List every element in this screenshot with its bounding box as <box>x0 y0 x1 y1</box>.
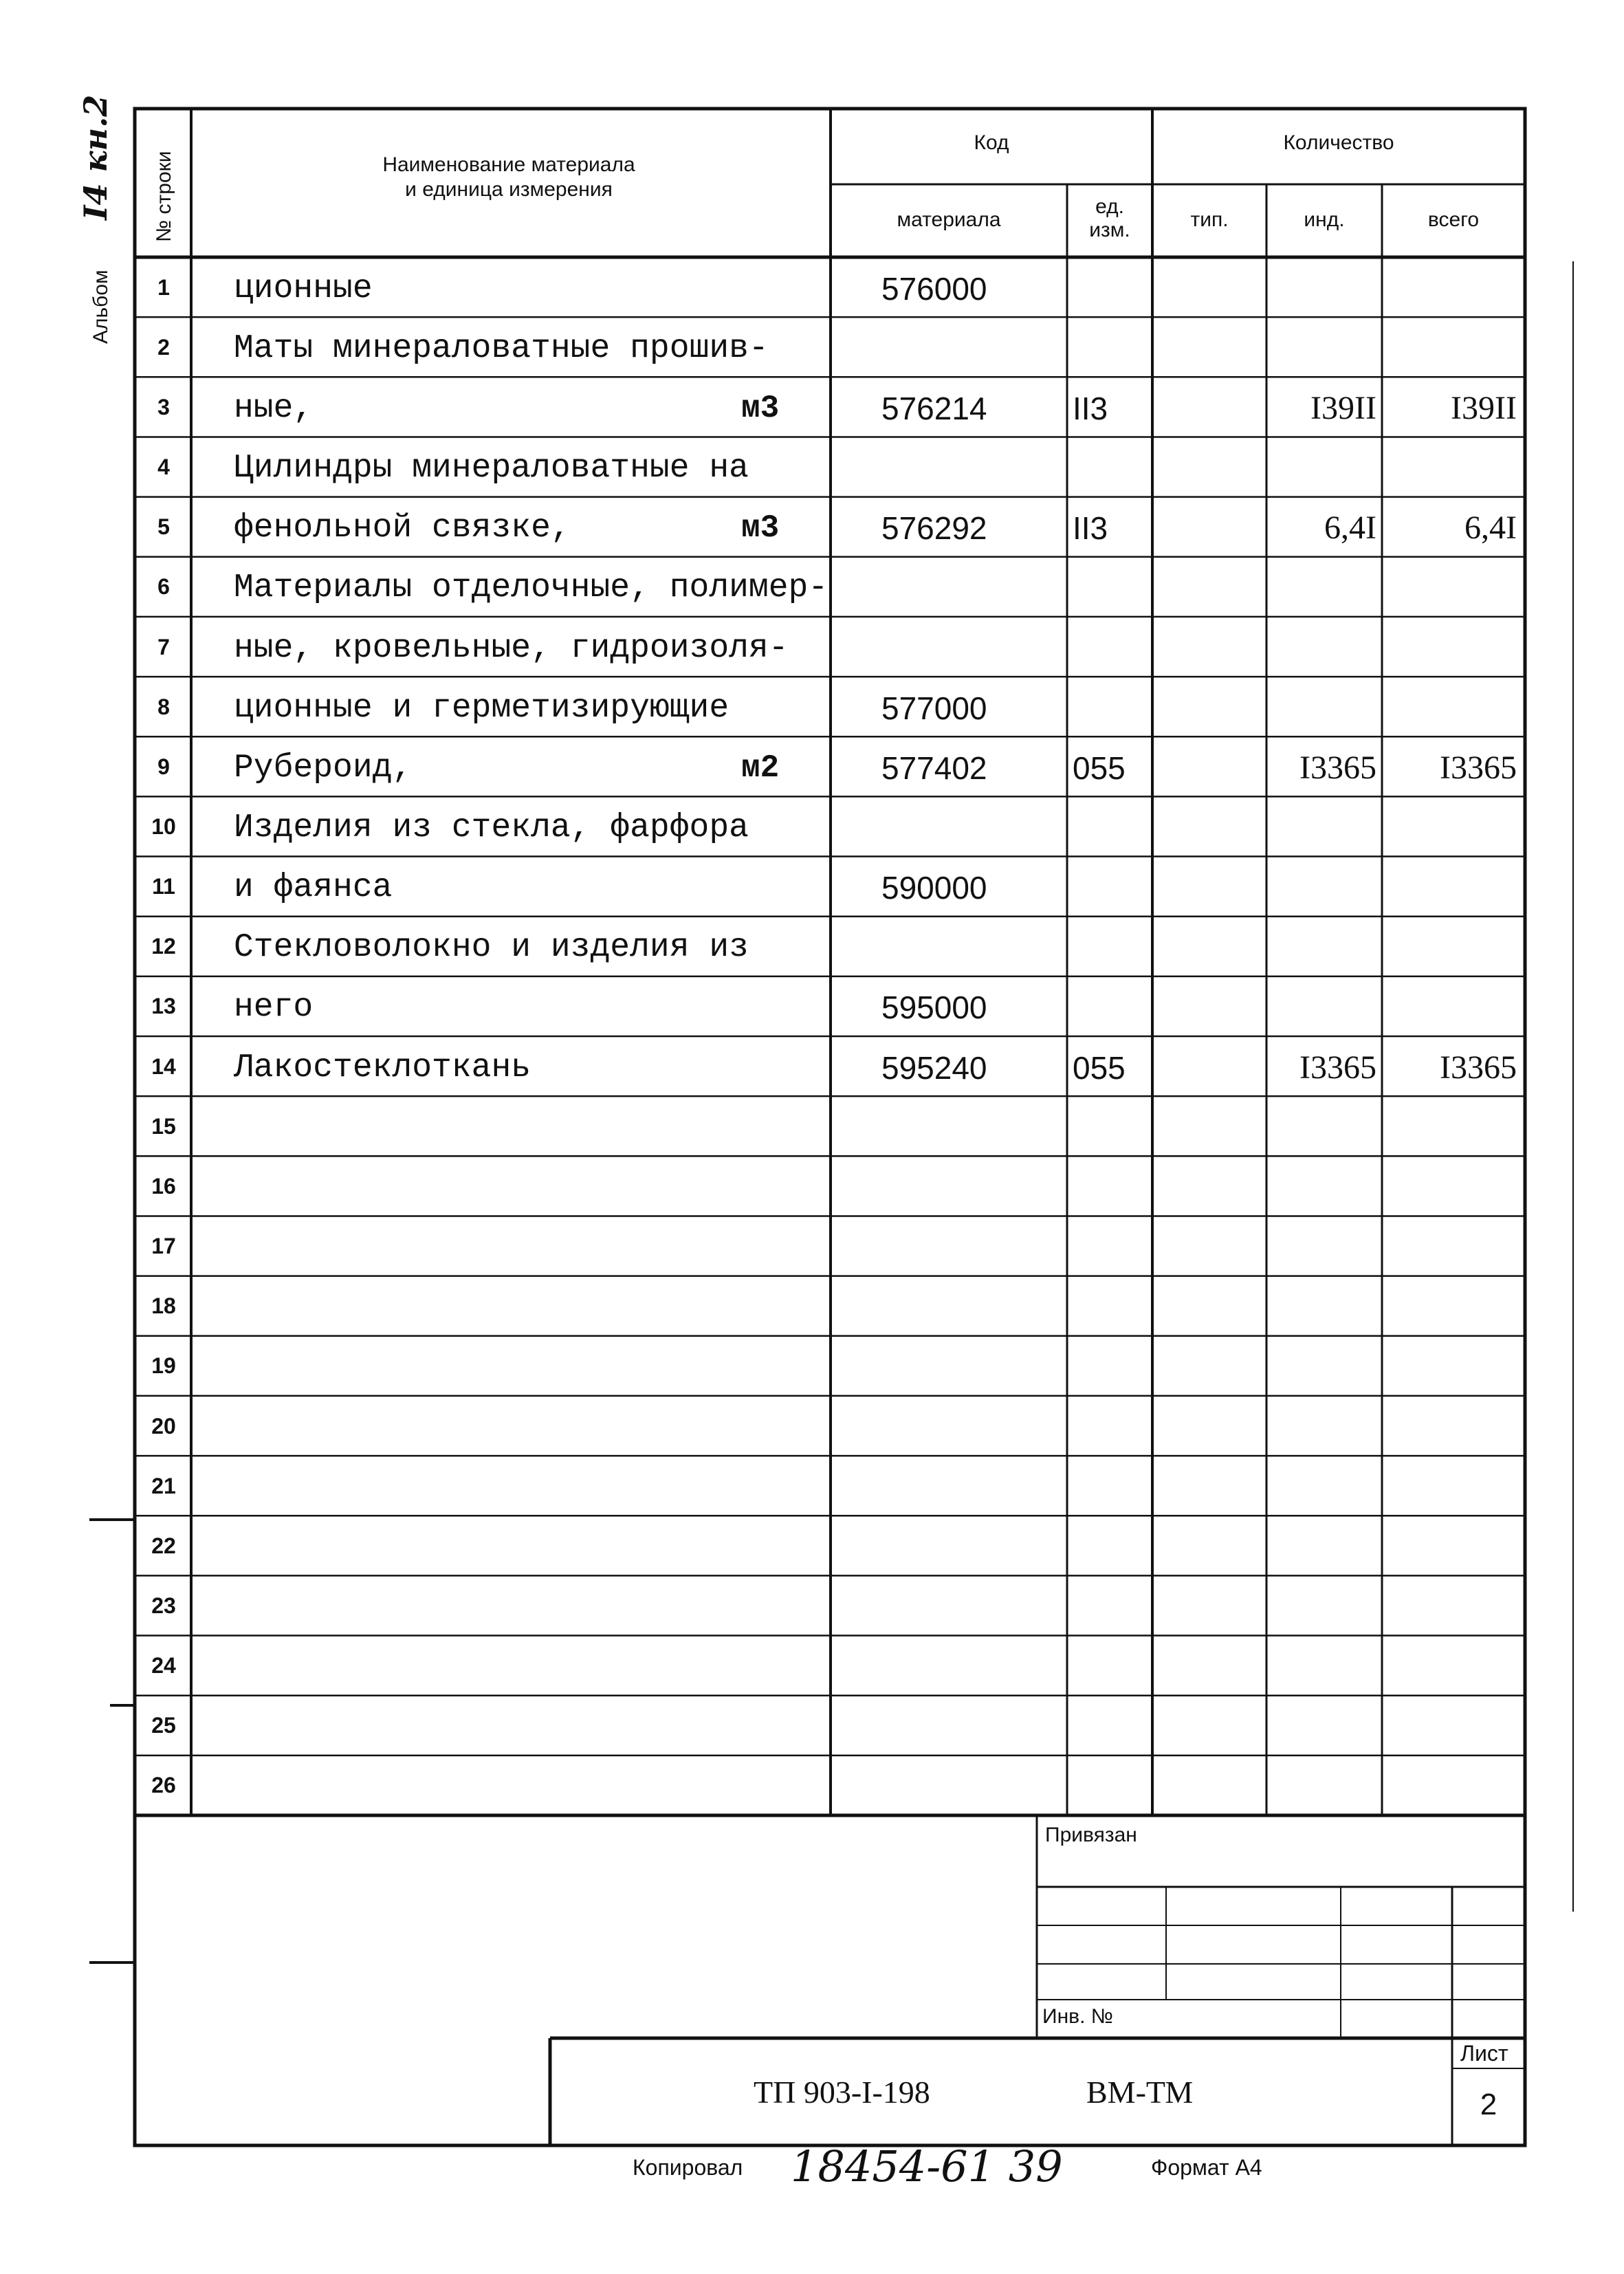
material-code: 576292 <box>881 510 987 547</box>
header-material: материала <box>897 208 1001 231</box>
material-name: Изделия из стекла, фарфора <box>234 809 749 846</box>
copied-label: Копировал <box>633 2155 743 2180</box>
unit-code: II3 <box>1073 390 1108 426</box>
row-number: 24 <box>151 1653 176 1679</box>
row-number: 15 <box>151 1113 176 1139</box>
row-number: 12 <box>151 934 176 959</box>
material-name: фенольной связке, <box>234 510 571 547</box>
document-mark: ВМ-ТМ <box>1086 2075 1194 2110</box>
row-number: 17 <box>151 1234 176 1259</box>
inventory-number-label: Инв. № <box>1042 2005 1113 2028</box>
unit-of-measure: м2 <box>741 750 780 786</box>
quantity-ind: I39II <box>1310 389 1376 426</box>
unit-code: II3 <box>1073 510 1108 547</box>
album-number: I4 кн.2 <box>77 94 114 220</box>
row-number: 7 <box>157 634 170 659</box>
material-code: 590000 <box>881 870 987 906</box>
header-code: Код <box>974 131 1009 154</box>
sheet-number: 2 <box>1480 2088 1497 2121</box>
quantity-total: I3365 <box>1440 749 1517 786</box>
sheet-label: Лист <box>1460 2041 1508 2066</box>
material-name: Рубероид, <box>234 749 413 787</box>
material-name: Материалы отделочные, полимер- <box>234 569 829 607</box>
header-unit-code: ед. изм. <box>1089 195 1130 241</box>
header-total: всего <box>1427 208 1480 231</box>
material-code: 577402 <box>881 750 987 786</box>
header-ind: инд. <box>1304 208 1345 231</box>
row-number: 22 <box>151 1533 176 1558</box>
row-number: 25 <box>151 1713 176 1738</box>
material-name: Лакостеклоткань <box>234 1049 531 1086</box>
row-number: 6 <box>157 574 170 600</box>
header-quantity: Количество <box>1283 131 1394 154</box>
row-number: 26 <box>151 1773 176 1798</box>
quantity-ind: I3365 <box>1299 749 1376 786</box>
row-number: 16 <box>151 1173 176 1199</box>
material-name: ные, кровельные, гидроизоля- <box>234 629 789 667</box>
row-number: 18 <box>151 1293 176 1319</box>
material-code: 576000 <box>881 270 987 307</box>
row-number: 9 <box>157 754 170 779</box>
row-number: 23 <box>151 1593 176 1618</box>
format-label: Формат А4 <box>1151 2155 1262 2180</box>
material-code: 595000 <box>881 990 987 1026</box>
quantity-total: I39II <box>1451 389 1517 426</box>
row-number: 13 <box>151 994 176 1019</box>
row-number: 5 <box>157 514 170 540</box>
material-name: Цилиндры минераловатные на <box>234 450 749 488</box>
header-typ: тип. <box>1190 208 1229 231</box>
unit-of-measure: м3 <box>741 510 780 547</box>
row-number: 14 <box>151 1053 176 1079</box>
material-name: и фаянса <box>234 869 393 907</box>
header-name: Наименование материала и единица измерения <box>382 153 635 201</box>
quantity-total: I3365 <box>1440 1049 1517 1086</box>
row-number: 8 <box>157 694 170 719</box>
unit-code: 055 <box>1073 750 1126 786</box>
material-name: него <box>234 989 314 1027</box>
row-number: 1 <box>157 274 170 300</box>
unit-code: 055 <box>1073 1049 1126 1086</box>
row-number: 19 <box>151 1353 176 1379</box>
attached-label: Привязан <box>1045 1824 1137 1846</box>
material-name: Маты минераловатные прошив- <box>234 329 769 367</box>
material-name: ные, <box>234 389 314 427</box>
row-number: 4 <box>157 455 170 480</box>
row-number: 11 <box>152 874 175 899</box>
copy-number: 18454-61 39 <box>791 2141 1063 2191</box>
material-code: 595240 <box>881 1049 987 1086</box>
quantity-total: 6,4I <box>1464 510 1517 547</box>
material-code: 577000 <box>881 690 987 726</box>
row-number: 2 <box>157 334 170 360</box>
album-label: Альбом <box>89 270 112 344</box>
row-number: 3 <box>157 394 170 419</box>
unit-of-measure: м3 <box>741 390 780 426</box>
material-name: ционные и герметизирующие <box>234 689 729 727</box>
material-name: Стекловолокно и изделия из <box>234 929 749 967</box>
header-row-no: № строки <box>153 151 175 242</box>
row-number: 21 <box>151 1473 176 1498</box>
row-number: 20 <box>151 1413 176 1439</box>
quantity-ind: 6,4I <box>1324 510 1376 547</box>
material-name: ционные <box>234 270 373 307</box>
material-code: 576214 <box>881 390 987 426</box>
document-code: ТП 903-I-198 <box>754 2075 930 2110</box>
quantity-ind: I3365 <box>1299 1049 1376 1086</box>
row-number: 10 <box>151 813 176 839</box>
